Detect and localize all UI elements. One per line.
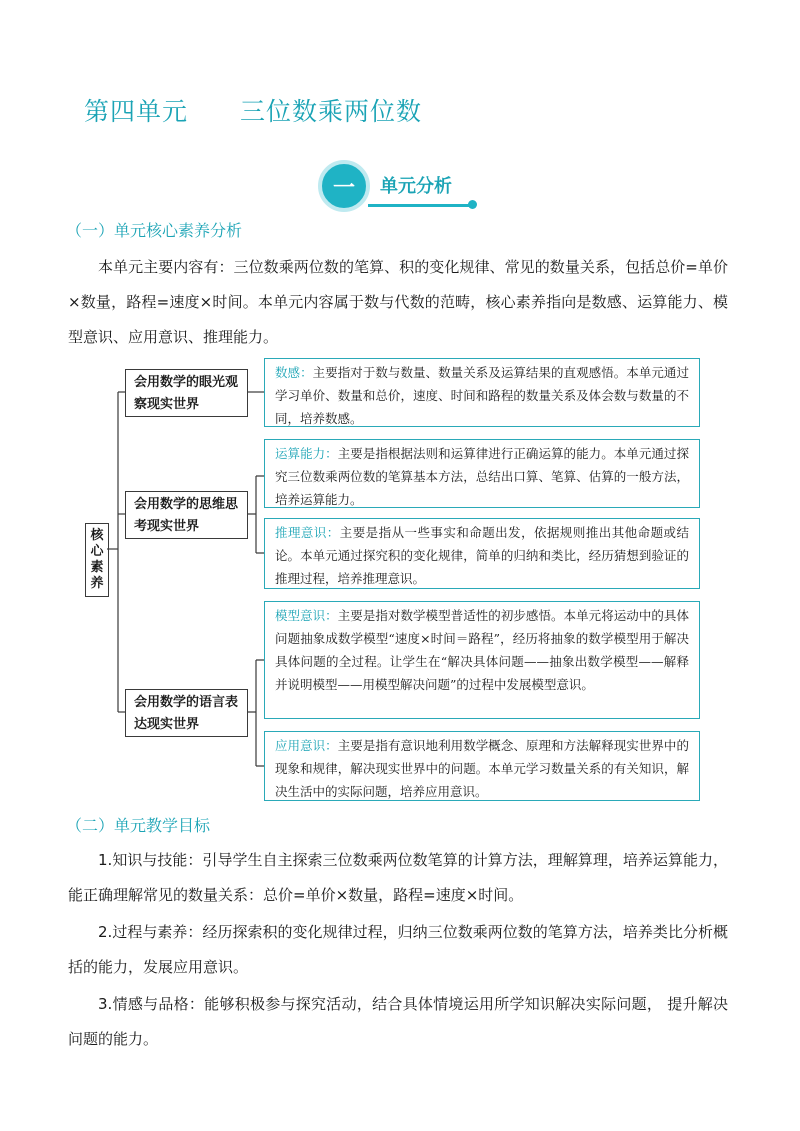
keyword-application: 应用意识： [275, 738, 338, 753]
desc-number-sense [264, 358, 700, 427]
desc-text: 主要是指对数学模型普适性的初步感悟。本单元将运动中的具体问题抽象成数学模型“速度×时间＝路程”，经历将抽象的数学模型用于解决具体问题的全过程。让学生在“解决具体问题——抽象出数学模型——解释并说明模型——用模型解决问题”的过程中发展模型意识。 [275, 608, 689, 692]
core-literacy-box: 核心素养 [85, 523, 109, 597]
desc-reasoning [264, 518, 700, 589]
goal-emotion-character: 3.情感与品格：能够积极参与探究活动，结合具体情境运用所学知识解决实际问题， 提升解决问题的能力。 [68, 995, 728, 1048]
unit-title: 第四单元 三位数乘两位数 [84, 97, 423, 126]
badge-dot [468, 200, 477, 209]
goal-process-literacy: 2.过程与素养：经历探索积的变化规律过程，归纳三位数乘两位数的笔算方法，培养类比分析概括的能力，发展应用意识。 [68, 923, 728, 976]
desc-model-awareness [264, 601, 700, 719]
section1-heading: （一）单元核心素养分析 [66, 221, 243, 240]
desc-text: 主要是指根据法则和运算律进行正确运算的能力。本单元通过探究三位数乘两位数的笔算基本方法，总结出口算、笔算、估算的一般方法，培养运算能力。 [275, 446, 689, 507]
category-observe: 会用数学的眼光观察现实世界 [125, 369, 248, 417]
badge-underline [368, 204, 472, 207]
desc-text: 主要是指有意识地利用数学概念、原理和方法解释现实世界中的现象和规律，解决现实世界中的问题。本单元学习数量关系的有关知识，解决生活中的实际问题，培养应用意识。 [275, 738, 689, 799]
desc-application [264, 731, 700, 801]
keyword-number-sense: 数感： [275, 365, 313, 380]
desc-operation-ability [264, 439, 700, 508]
desc-text: 主要指对于数与数量、数量关系及运算结果的直观感悟。本单元通过学习单价、数量和总价，速度、时间和路程的数量关系及体会数与数量的不同，培养数感。 [275, 365, 689, 426]
goal-knowledge-skills: 1.知识与技能：引导学生自主探索三位数乘两位数笔算的计算方法，理解算理，培养运算能力，能正确理解常见的数量关系：总价=单价×数量，路程=速度×时间。 [68, 851, 728, 904]
category-express: 会用数学的语言表达现实世界 [125, 689, 248, 737]
keyword-operation-ability: 运算能力： [275, 446, 338, 461]
badge-number: 一 [318, 160, 370, 212]
desc-text: 主要是指从一些事实和命题出发，依据规则推出其他命题或结论。本单元通过探究积的变化规律，简单的归纳和类比，经历猜想到验证的推理过程，培养推理意识。 [275, 525, 689, 586]
category-think: 会用数学的思维思考现实世界 [125, 491, 248, 539]
keyword-reasoning: 推理意识： [275, 525, 340, 540]
section-badge [318, 160, 478, 220]
section1-paragraph: 本单元主要内容有：三位数乘两位数的笔算、积的变化规律、常见的数量关系，包括总价=单价×数量，路程=速度×时间。本单元内容属于数与代数的范畴，核心素养指向是数感、运算能力、模型意识、应用意识、推理能力。 [68, 258, 728, 346]
keyword-model-awareness: 模型意识： [275, 608, 338, 623]
section2-heading: （二）单元教学目标 [66, 816, 211, 835]
badge-label: 单元分析 [380, 176, 452, 197]
